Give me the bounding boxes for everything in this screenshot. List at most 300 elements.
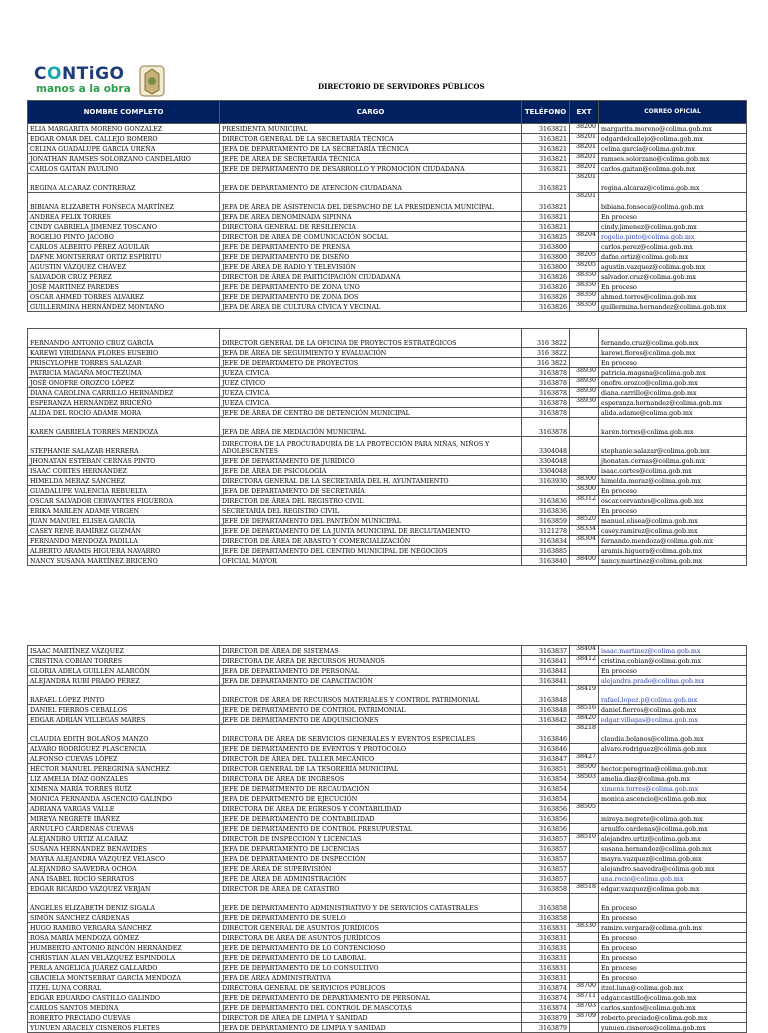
cell-email[interactable]: jhonatan.cernas@colima.gob.mx (599, 456, 747, 466)
cell-phone: 3163858 (522, 884, 570, 894)
cell-email[interactable]: alejandro.saavedra@colima.gob.mx (599, 864, 747, 874)
cell-email[interactable]: daniel.fierros@colima.gob.mx (599, 705, 747, 715)
cell-phone: 3163831 (522, 973, 570, 983)
cell-name: ROSA MARÍA MENDOZA GÓMEZ (28, 933, 220, 943)
cell-role: DIRECTOR DE ÁREA DE CATASTRO (220, 884, 522, 894)
cell-name: CASEY RENÉ RAMÍREZ GUZMÁN (28, 526, 220, 536)
table-row (28, 124, 747, 134)
table-row (28, 874, 747, 884)
cell-role: DIRECTORA DE ÁREA DE ASUNTOS JURÍDICOS (220, 933, 522, 943)
cell-ext (570, 418, 599, 437)
cell-name: EDGAR ADRIÁN VILLEGAS MARES (28, 715, 220, 725)
cell-name: CELINA GUADALUPE GARCIA UREÑA (28, 144, 220, 154)
cell-email[interactable]: ramses.solorzano@colima.gob.mx (599, 154, 747, 164)
table-row (28, 764, 747, 774)
cell-email[interactable]: ramiro.vergara@colima.gob.mx (599, 923, 747, 933)
table-row (28, 923, 747, 933)
cell-ext (570, 546, 599, 556)
cell-role: DIRECTORA DE ÁREA DE SERVICIOS GENERALES Y EVENTOS ESPECIALES (220, 725, 522, 744)
cell-ext (570, 794, 599, 804)
table-row (28, 526, 747, 536)
table-row (28, 506, 747, 516)
cell-phone: 3304048 (522, 466, 570, 476)
table-row (28, 666, 747, 676)
cell-email[interactable]: carlos.santos@colima.gob.mx (599, 1003, 747, 1013)
cell-role: DIRECTOR GENERAL DE LA SECRETARÍA TÉCNICA (220, 134, 522, 144)
cell-role: JEFA DE DEPARTAMENTO DE INSPECCIÓN (220, 854, 522, 864)
table-row (28, 466, 747, 476)
table-row (28, 884, 747, 894)
cell-phone: 3304048 (522, 456, 570, 466)
cell-ext: 38201 (570, 144, 599, 154)
cell-email[interactable]: claudia.bolanos@colima.gob.mx (599, 725, 747, 744)
cell-phone: 3163826 (522, 282, 570, 292)
cell-phone: 3163874 (522, 983, 570, 993)
cell-ext: 38334 (570, 526, 599, 536)
table-row (28, 282, 747, 292)
cell-name: PRISCYLOPHE TORRES SALAZAR (28, 358, 220, 368)
table-row (28, 262, 747, 272)
cell-name: DIANA CAROLINA CARRILLO HERNÁNDEZ (28, 388, 220, 398)
cell-email[interactable]: esperanza.hernandez@colima.gob.mx (599, 398, 747, 408)
cell-name: ROGELIO PINTO JACOBO (28, 232, 220, 242)
cell-role: DIRECTORA DE ÁREA DE INGRESOS (220, 774, 522, 784)
cell-phone: 3163879 (522, 1023, 570, 1033)
cell-role: JEFE DE DEPARTAMENTO DE ADQUISICIONES (220, 715, 522, 725)
cell-name: YUNUEN ARACELY CISNEROS FLETES (28, 1023, 220, 1033)
cell-name: ITZEL LUNA CORRAL (28, 983, 220, 993)
cell-role: JEFE DE DEPARTAMENTO DE CONTROL PATRIMONIAL (220, 705, 522, 715)
table-row (28, 398, 747, 408)
cell-ext (570, 963, 599, 973)
cell-name: ANDREA FELIX TORRES (28, 212, 220, 222)
cell-email[interactable]: monica.ascencio@colima.gob.mx (599, 794, 747, 804)
cell-phone: 3163831 (522, 953, 570, 963)
table-row (28, 686, 747, 705)
cell-ext (570, 666, 599, 676)
cell-ext (570, 506, 599, 516)
table-row (28, 292, 747, 302)
cell-ext: 38518 (570, 884, 599, 894)
cell-email[interactable]: alida.adame@colima.gob.mx (599, 408, 747, 418)
cell-email: En proceso (599, 358, 747, 368)
table-row (28, 486, 747, 496)
cell-role: JEFE DE DEPARTAMENTO DE SUELO (220, 913, 522, 923)
cell-role: JEFE DE DEPARTAMETO DE PROYECTOS (220, 358, 522, 368)
table-row (28, 536, 747, 546)
cell-ext (570, 894, 599, 913)
cell-role: JEFE DE DEPARTAMENTO DEL CONTROL DE MASCOTAS (220, 1003, 522, 1013)
cell-role: JEFE DE DEPARTAMENTO DE LO CONTENCIOSO (220, 943, 522, 953)
cell-phone: 3163885 (522, 546, 570, 556)
table-row (28, 953, 747, 963)
cell-phone: 3163878 (522, 408, 570, 418)
cell-ext: 38350 (570, 272, 599, 282)
cell-phone: 3163856 (522, 804, 570, 814)
cell-role: JEFE DE DEPARTAMENTO DEL CENTRO MUNICIPAL DE NEGOCIOS (220, 546, 522, 556)
cell-ext: 38350 (570, 302, 599, 312)
cell-ext (570, 222, 599, 232)
cell-ext (570, 358, 599, 368)
cell-email[interactable]: himelda.meraz@colima.gob.mx (599, 476, 747, 486)
cell-email[interactable]: edgar.vazquez@colima.gob.mx (599, 884, 747, 894)
cell-ext (570, 312, 599, 329)
cell-phone (522, 312, 570, 329)
cell-email[interactable]: agustin.vazquez@colima.gob.mx (599, 262, 747, 272)
cell-ext: 38700 (570, 983, 599, 993)
table-row (28, 164, 747, 174)
cell-email[interactable]: casey.ramirez@colima.gob.mx (599, 526, 747, 536)
cell-email[interactable]: rafael.lopez.p@colima.gob.mx (599, 686, 747, 705)
cell-email[interactable]: edgar.villegas@colima.gob.mx (599, 715, 747, 725)
cell-ext: 38427 (570, 754, 599, 764)
table-row (28, 378, 747, 388)
cell-name: SUSANA HERNÁNDEZ BENAVIDES (28, 844, 220, 854)
table-row (28, 864, 747, 874)
cell-email: En proceso (599, 212, 747, 222)
cell-role: DIRECTOR DE AREA DE COMUNICACIÓN SOCIAL (220, 232, 522, 242)
cell-email[interactable]: salvador.cruz@colima.gob.mx (599, 272, 747, 282)
cell-ext: 38218 (570, 725, 599, 744)
cell-email (599, 312, 747, 329)
cell-name: CARLOS GAITAN PAULINO (28, 164, 220, 174)
cell-phone: 3163841 (522, 676, 570, 686)
cell-name: CINDY GABRIELA JIMENEZ TOSCANO (28, 222, 220, 232)
cell-phone: 3163856 (522, 824, 570, 834)
table-row (28, 993, 747, 1003)
cell-email (599, 804, 747, 814)
cell-role: DIRECTOR DE ÁREA DE RECURSOS MATERIALES Y CONTROL PATRIMONIAL (220, 686, 522, 705)
cell-ext: 38503 (570, 774, 599, 784)
cell-email[interactable]: stephanie.salazar@colima.gob.mx (599, 437, 747, 456)
table-row (28, 973, 747, 983)
cell-email[interactable]: ximena.torres@colima.gob.mx (599, 784, 747, 794)
cell-email[interactable]: karen.torres@colima.gob.mx (599, 418, 747, 437)
cell-email[interactable]: margarita.moreno@colima.gob.mx (599, 124, 747, 134)
cell-phone: 3163821 (522, 174, 570, 193)
table-row (28, 854, 747, 864)
cell-phone: 3163930 (522, 476, 570, 486)
cell-role: JEFE DE DEPARTAMENTO ADMINISTRATIVO Y DE SERVICIOS CATASTRALES (220, 894, 522, 913)
cell-ext: 38300 (570, 476, 599, 486)
table-row (28, 496, 747, 506)
cell-email: En proceso (599, 282, 747, 292)
cell-name: ALEJANDRO URTIZ ALCARAZ (28, 834, 220, 844)
cell-phone: 3163878 (522, 398, 570, 408)
cell-email[interactable]: isaac.cortes@colima.gob.mx (599, 466, 747, 476)
cell-name: ANA ISABEL ROCÍO SERRATOS (28, 874, 220, 884)
cell-name: GUADALUPE VALENCIA REBUELTA (28, 486, 220, 496)
cell-role: JEFA DE DEPARTAMENTO DE LA SECRETARÍA TÉCNICA (220, 144, 522, 154)
cell-role: JEFE DE DEPARTAMENTO DE DISEÑO (220, 252, 522, 262)
cell-name: ALEJANDRO SAAVEDRA OCHOA (28, 864, 220, 874)
cell-name: CLAUDIA EDITH BOLAÑOS MANZO (28, 725, 220, 744)
cell-name: ROBERTO PRECIADO CUEVAS (28, 1013, 220, 1023)
cell-name: NANCY SUSANA MARTÍNEZ BRICEÑO (28, 556, 220, 566)
cell-email[interactable]: ana.rocio@colima.gob.mx (599, 874, 747, 884)
table-row (28, 1003, 747, 1013)
table-row (28, 437, 747, 456)
cell-role: JEFE DE ÁREA DE ADMINISTRACIÓN (220, 874, 522, 884)
cell-role: JUEZA CIVICA (220, 368, 522, 378)
cell-ext: 38312 (570, 496, 599, 506)
cell-ext: 38404 (570, 646, 599, 656)
cell-email[interactable]: cindy.jimenez@colima.gob.mx (599, 222, 747, 232)
table-row (28, 676, 747, 686)
cell-ext (570, 874, 599, 884)
cell-role: DIRECTOR GENERAL DE ASUNTOS JURÍDICOS (220, 923, 522, 933)
cell-ext (570, 864, 599, 874)
cell-name: PATRICIA MAGAÑA MOCTEZUMA (28, 368, 220, 378)
cell-email[interactable]: isaac.martinez@colima.gob.mx (599, 646, 747, 656)
cell-email[interactable]: amelia.diaz@colima.gob.mx (599, 774, 747, 784)
table-body-1 (28, 124, 747, 566)
cell-name: ALEJANDRA RUBÍ PRADO PÉREZ (28, 676, 220, 686)
cell-ext: 38930 (570, 398, 599, 408)
cell-email[interactable]: mayra.vazquez@colima.gob.mx (599, 854, 747, 864)
cell-ext: 38350 (570, 282, 599, 292)
cell-email[interactable]: cristina.cobian@colima.gob.mx (599, 656, 747, 666)
table-row (28, 329, 747, 348)
table-row (28, 348, 747, 358)
cell-name: JOSÉ ONOFRE OROZCO LÓPEZ (28, 378, 220, 388)
cell-email[interactable]: roberto.preciado@colima.gob.mx (599, 1013, 747, 1023)
table-row (28, 913, 747, 923)
cell-email[interactable]: fernando.cruz@colima.gob.mx (599, 329, 747, 348)
cell-email: En proceso (599, 943, 747, 953)
cell-ext: 38703 (570, 1003, 599, 1013)
cell-role: JEFE DE DEPARTAMENTO DE ZONA UNO (220, 282, 522, 292)
cell-ext (570, 953, 599, 963)
cell-name: EDGAR OMAR DEL CALLEJO ROMERO (28, 134, 220, 144)
cell-email[interactable]: alvaro.rodriguez@colima.gob.mx (599, 744, 747, 754)
table-row (28, 408, 747, 418)
cell-email[interactable]: alejandro.urtiz@colima.gob.mx (599, 834, 747, 844)
cell-ext: 38930 (570, 378, 599, 388)
table-row (28, 476, 747, 486)
cell-email[interactable]: patricia.magana@colima.gob.mx (599, 368, 747, 378)
cell-name: GUILLERMINA HERNÁNDEZ MONTAÑO (28, 302, 220, 312)
header-name: NOMBRE COMPLETO (28, 101, 220, 124)
cell-email[interactable]: guillermina.hernandez@colima.gob.mx (599, 302, 747, 312)
cell-email[interactable]: diana.carrillo@colima.gob.mx (599, 388, 747, 398)
table-row (28, 144, 747, 154)
cell-ext (570, 973, 599, 983)
table-row (28, 388, 747, 398)
cell-role: JEFE DE DEPARTAMENTO DE LA JUNTA MUNICIPAL DE RECLUTAMIENTO (220, 526, 522, 536)
cell-name: CARLOS SANTOS MEDINA (28, 1003, 220, 1013)
cell-ext: 38204 (570, 232, 599, 242)
table-header-row (28, 101, 747, 124)
header-ext: EXT (570, 101, 599, 124)
cell-phone: 3163854 (522, 784, 570, 794)
cell-name: FERNANDO MENDOZA PADILLA (28, 536, 220, 546)
cell-email[interactable]: oscar.cervantes@colima.gob.mx (599, 496, 747, 506)
cell-role: JEFE DE DEPARTAMENTO DE LO LABORAL (220, 953, 522, 963)
cell-phone: 3121278 (522, 526, 570, 536)
cell-role: DIRECTOR DE ÁREA DE ABASTO Y COMERCIALIZACIÓN (220, 536, 522, 546)
cell-ext: 38201 (570, 134, 599, 144)
table-row (28, 834, 747, 844)
table-row (28, 774, 747, 784)
cell-email[interactable]: nancy.martinez@colima.gob.mx (599, 556, 747, 566)
cell-name: DAFNE MONTSERRAT ORTIZ ESPÍRITU (28, 252, 220, 262)
table-row (28, 725, 747, 744)
cell-ext: 38205 (570, 252, 599, 262)
cell-email[interactable]: carlos.perez@colima.gob.mx (599, 242, 747, 252)
cell-ext: 38205 (570, 262, 599, 272)
servers-table-1 (27, 100, 747, 566)
cell-phone: 3163821 (522, 222, 570, 232)
cell-email[interactable]: arnulfo.cardenas@colima.gob.mx (599, 824, 747, 834)
cell-name: LIZ AMELIA DÍAZ GONZALES (28, 774, 220, 784)
cell-email[interactable]: manuel.elisea@colima.gob.mx (599, 516, 747, 526)
cell-phone: 3163842 (522, 715, 570, 725)
cell-name: CHRISTIAN ALAN VELÁZQUEZ ESPINDOLA (28, 953, 220, 963)
cell-email[interactable]: hector.peregrina@colima.gob.mx (599, 764, 747, 774)
cell-phone: 3163826 (522, 272, 570, 282)
cell-phone: 3163826 (522, 292, 570, 302)
cell-role: JEFA DE DEPARTAMENTO DE SECRETARÍA (220, 486, 522, 496)
cell-role: JEFE DE ÁREA DE SUPERVISIÓN (220, 864, 522, 874)
header-phone: TELÉFONO (522, 101, 570, 124)
cell-ext: 38505 (570, 804, 599, 814)
cell-phone: 3163831 (522, 933, 570, 943)
table-body-2 (28, 646, 747, 1033)
cell-email: En proceso (599, 913, 747, 923)
cell-email[interactable]: dafne.ortiz@colima.gob.mx (599, 252, 747, 262)
cell-name: ISAAC CORTES HERNÁNDEZ (28, 466, 220, 476)
cell-email[interactable]: onofre.orozco@colima.gob.mx (599, 378, 747, 388)
cell-role: JEFE DE DEPARTAMENTO DE PRENSA (220, 242, 522, 252)
table-row (28, 154, 747, 164)
table-row (28, 193, 747, 212)
cell-email[interactable]: karewi.flores@colima.gob.mx (599, 348, 747, 358)
cell-email[interactable]: bibiana.fonseca@colima.gob.mx (599, 193, 747, 212)
cell-email[interactable]: fernando.mendoza@colima.gob.mx (599, 536, 747, 546)
cell-ext (570, 814, 599, 824)
table-row (28, 174, 747, 193)
cell-email[interactable]: regina.alcaraz@colima.gob.mx (599, 174, 747, 193)
cell-role: JEFA DE ÁREA ADMINISTRATIVA (220, 973, 522, 983)
cell-role: OFICIAL MAYOR (220, 556, 522, 566)
cell-name: ALVARO RODRÍGUEZ PLASCENCIA (28, 744, 220, 754)
cell-email[interactable]: celina.garcia@colima.gob.mx (599, 144, 747, 154)
cell-phone: 3163857 (522, 834, 570, 844)
cell-email[interactable]: yunuen.cisneros@colima.gob.mx (599, 1023, 747, 1033)
header-role: CARGO (220, 101, 522, 124)
cell-name: CARLOS ALBERTO PÉREZ AGUILAR (28, 242, 220, 252)
cell-phone: 3304048 (522, 437, 570, 456)
table-row (28, 312, 747, 329)
cell-name: SIMÓN SÁNCHEZ CÁRDENAS (28, 913, 220, 923)
table-row (28, 754, 747, 764)
table-row (28, 705, 747, 715)
cell-role: DIRECTOR DE ÁREA DEL REGISTRO CIVIL (220, 496, 522, 506)
cell-role: JUEZA CIVICA (220, 398, 522, 408)
cell-email[interactable]: itzel.luna@colima.gob.mx (599, 983, 747, 993)
cell-email: En proceso (599, 953, 747, 963)
cell-name: MAYRA ALEJANDRA VÁZQUEZ VELASCO (28, 854, 220, 864)
cell-phone: 3163854 (522, 774, 570, 784)
cell-phone: 3163821 (522, 124, 570, 134)
cell-email[interactable]: carlos.gaitan@colima.gob.mx (599, 164, 747, 174)
cell-name: XIMENA MARÍA TORRES RUÍZ (28, 784, 220, 794)
cell-name: JUAN MANUEL ELISEA GARCÍA (28, 516, 220, 526)
cell-ext (570, 329, 599, 348)
cell-ext (570, 933, 599, 943)
cell-name: ALFONSO CUEVAS LÓPEZ (28, 754, 220, 764)
table-row (28, 272, 747, 282)
table-row (28, 804, 747, 814)
cell-email: En proceso (599, 666, 747, 676)
cell-phone: 316 3822 (522, 348, 570, 358)
cell-role: DIRECTOR DE INSPECCION Y LICENCIAS (220, 834, 522, 844)
cell-ext: 38330 (570, 923, 599, 933)
cell-phone: 3163821 (522, 134, 570, 144)
table-row (28, 1023, 747, 1033)
cell-role: JEFE DE DEPARTAMENTO DE CONTABILIDAD (220, 814, 522, 824)
table-row (28, 844, 747, 854)
cell-email (599, 754, 747, 764)
cell-email[interactable]: aramis.higuera@colima.gob.mx (599, 546, 747, 556)
cell-phone: 3163836 (522, 496, 570, 506)
cell-name: ELIA MARGARITA MORENO GONZALEZ (28, 124, 220, 134)
cell-phone: 3163831 (522, 963, 570, 973)
cell-phone: 3163879 (522, 1013, 570, 1023)
cell-email: En proceso (599, 486, 747, 496)
cell-role: DIRECTORA DE ÁREA DE EGRESOS Y CONTABILIDAD (220, 804, 522, 814)
cell-email: En proceso (599, 973, 747, 983)
cell-role: DIRECTORA GENERAL DE SERVICIOS PÚBLICOS (220, 983, 522, 993)
table-row (28, 794, 747, 804)
cell-ext (570, 744, 599, 754)
cell-email[interactable]: susana.hernandez@colima.gob.mx (599, 844, 747, 854)
cell-email[interactable]: edgar.castillo@colima.gob.mx (599, 993, 747, 1003)
cell-role: JEFA DE DEPARTAMENTO DE LIMPIA Y SANIDAD (220, 1023, 522, 1033)
table-row (28, 232, 747, 242)
cell-name: JONATHAN RAMSES SOLORZANO CANDELARIO (28, 154, 220, 164)
cell-role: DIRECTORA GENERAL DE LA SECRETARÍA DEL H. AYUNTAMIENTO (220, 476, 522, 486)
cell-ext (570, 824, 599, 834)
table-row (28, 358, 747, 368)
cell-phone: 3163800 (522, 252, 570, 262)
cell-phone: 3163878 (522, 388, 570, 398)
cell-ext: 38201 (570, 193, 599, 212)
cell-role: DIRECTORA DE ÁREA DE RECURSOS HUMANOS (220, 656, 522, 666)
cell-role: JEFE DE AREA DE SECRETARÍA TÉCNICA (220, 154, 522, 164)
cell-email[interactable]: edgardelcallejo@colima.gob.mx (599, 134, 747, 144)
cell-ext: 38200 (570, 124, 599, 134)
cell-ext (570, 844, 599, 854)
cell-email[interactable]: ahmed.torres@colima.gob.mx (599, 292, 747, 302)
cell-phone: 3163840 (522, 556, 570, 566)
cell-email[interactable]: rogelio.pinto@colima.gob.mx (599, 232, 747, 242)
table-row (28, 516, 747, 526)
cell-email[interactable]: mireya.negrete@colima.gob.mx (599, 814, 747, 824)
cell-phone: 3163848 (522, 686, 570, 705)
table-row (28, 302, 747, 312)
cell-role: DIRECTORA DE LA PROCURADURÍA DE LA PROTECCIÓN PARA NIÑAS, NIÑOS Y ADOLESCENTES (220, 437, 522, 456)
cell-phone: 3163821 (522, 193, 570, 212)
cell-role: JEFA DE DEPARTMENTO DE EJECUCIÓN (220, 794, 522, 804)
cell-role: JEFA DE ÁREA DE CULTURA CÍVICA Y VECINAL (220, 302, 522, 312)
cell-phone: 3163846 (522, 725, 570, 744)
cell-phone: 3163874 (522, 993, 570, 1003)
cell-role: DIRECTOR DE ÁREA DE PARTICIPACIÓN CIUDADANA (220, 272, 522, 282)
cell-phone: 3163857 (522, 874, 570, 884)
cell-email[interactable]: alejandra.prado@colima.gob.mx (599, 676, 747, 686)
